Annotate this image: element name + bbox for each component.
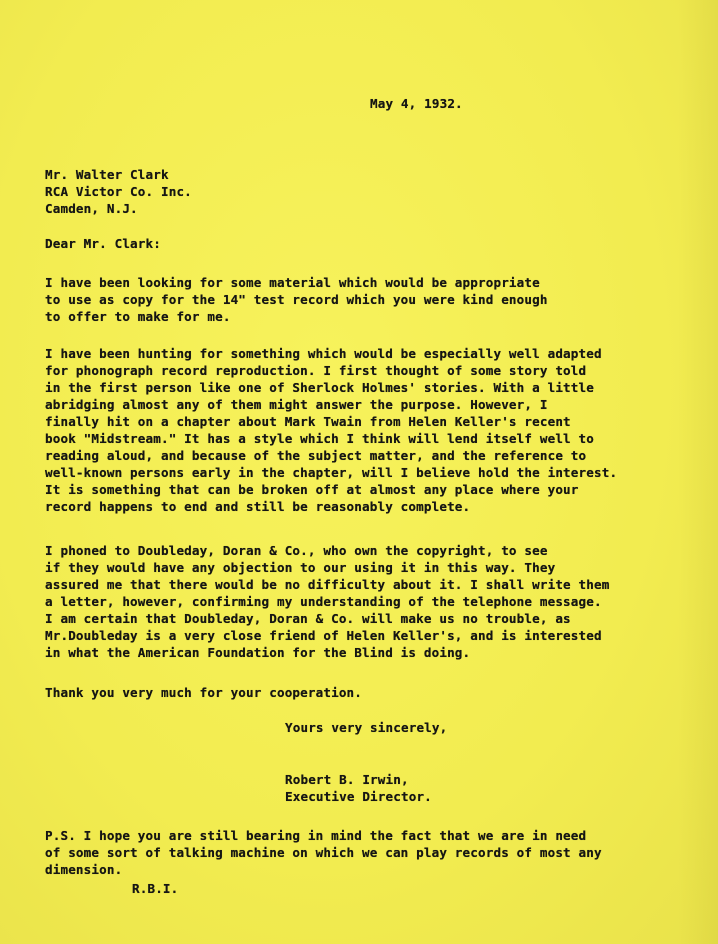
paragraph-line: in the first person like one of Sherlock Holmes' stories. With a little [45, 380, 594, 395]
complimentary-close [285, 719, 447, 736]
initials [132, 880, 178, 897]
signature-block [285, 771, 432, 805]
paragraph-1 [45, 274, 548, 325]
paragraph-line: if they would have any objection to our using it in this way. They [45, 560, 556, 575]
postscript-line: P.S. I hope you are still bearing in mind the fact that we are in need [45, 828, 587, 843]
paragraph-line: record happens to end and still be reasonably complete. [45, 499, 471, 514]
paragraph-3 [45, 542, 609, 661]
date-line: May 4, 1932. [370, 96, 463, 111]
thanks-text: Thank you very much for your cooperation. [45, 685, 363, 700]
salutation [45, 235, 161, 252]
paragraph-line: a letter, however, confirming my understanding of the telephone message. [45, 594, 602, 609]
salutation-line: Dear Mr. Clark: [45, 236, 161, 251]
postscript-line: of some sort of talking machine on which we can play records of most any [45, 845, 602, 860]
postscript-line: dimension. [45, 862, 123, 877]
signer-title: Executive Director. [285, 789, 432, 804]
postscript [45, 827, 602, 878]
paragraph-line: in what the American Foundation for the Blind is doing. [45, 645, 471, 660]
recipient-name: Mr. Walter Clark [45, 167, 169, 182]
closing-text: Yours very sincerely, [285, 720, 448, 735]
paragraph-line: book "Midstream." It has a style which I think will lend itself well to [45, 431, 594, 446]
paragraph-line: finally hit on a chapter about Mark Twain from Helen Keller's recent [45, 414, 571, 429]
paragraph-line: I phoned to Doubleday, Doran & Co., who own the copyright, to see [45, 543, 548, 558]
thanks-line [45, 684, 362, 701]
letter-date [370, 95, 463, 112]
recipient-city: Camden, N.J. [45, 201, 138, 216]
page-edge-shadow [678, 0, 718, 944]
paragraph-line: It is something that can be broken off at almost any place where your [45, 482, 579, 497]
paragraph-2 [45, 345, 617, 515]
paragraph-line: I am certain that Doubleday, Doran & Co. will make us no trouble, as [45, 611, 571, 626]
paragraph-line: to offer to make for me. [45, 309, 231, 324]
paragraph-line: Mr.Doubleday is a very close friend of Helen Keller's, and is interested [45, 628, 602, 643]
paragraph-line: I have been looking for some material which would be appropriate [45, 275, 540, 290]
paragraph-line: to use as copy for the 14" test record which you were kind enough [45, 292, 548, 307]
paragraph-line: assured me that there would be no difficulty about it. I shall write them [45, 577, 610, 592]
paragraph-line: well-known persons early in the chapter, will I believe hold the interest. [45, 465, 618, 480]
initials-text: R.B.I. [132, 881, 179, 896]
paragraph-line: I have been hunting for something which would be especially well adapted [45, 346, 602, 361]
signer-name: Robert B. Irwin, [285, 772, 409, 787]
recipient-company: RCA Victor Co. Inc. [45, 184, 192, 199]
paragraph-line: for phonograph record reproduction. I first thought of some story told [45, 363, 587, 378]
paragraph-line: abridging almost any of them might answer the purpose. However, I [45, 397, 548, 412]
recipient-address [45, 166, 192, 217]
paragraph-line: reading aloud, and because of the subject matter, and the reference to [45, 448, 587, 463]
